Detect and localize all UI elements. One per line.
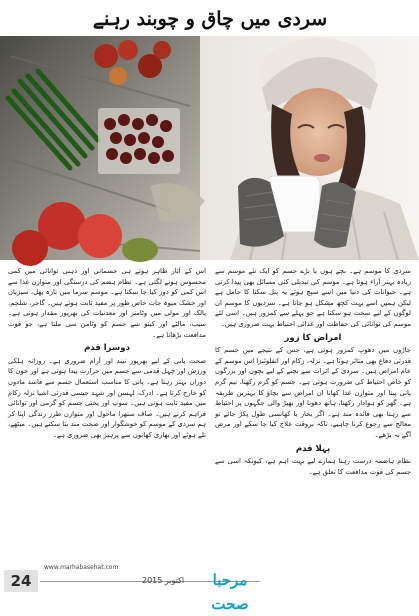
article-photo-illustration: [0, 36, 419, 260]
paragraph: نظام ہاضمہ درست رہنا ہمارے لیے بہت اہم ہے، کیونکہ اسی سے جسم کی قوت مدافعت کا تعلق ہے۔: [215, 457, 411, 476]
page-number: 24: [4, 570, 38, 592]
article-body-right-column: [215, 266, 411, 572]
paragraph: صحت یابی کے لیے بھرپور نیند اور آرام ضروری ہے۔ روزانہ ہلکی ورزش اور چہل قدمی سے جسم میں حرارت پیدا ہوتی ہے اور خون کا دوران بہتر رہتا ہے۔ پانی کا مناسب استعمال جسم سے فاسد مادوں کو خارج کرتا ہے۔ ادرک، لہسن اور شہد جیسی قدرتی اشیا نزلہ زکام میں مفید ثابت ہوتی ہیں۔ سوپ اور یخنی جسم کو گرمی اور توانائی فراہم کرتے ہیں۔ صاف ستھرا ماحول اور متوازن طرز زندگی اپنا کر ہم سردی کے موسم کو خوشگوار اور صحت مند بنا سکتے ہیں۔ میٹھے، تلے ہوئے اور بھاری کھانوں سے پرہیز بھی ضروری ہے۔: [8, 356, 206, 439]
page-footer: [0, 560, 419, 613]
article-title: سردی میں چاق و چوبند رہنے: [92, 8, 328, 30]
website-link[interactable]: www.marhabasehat.com: [44, 564, 119, 571]
section-heading: پہلا قدم: [295, 443, 331, 454]
paragraph: جاڑوں میں دھوپ کمزور ہوتی ہے، جس کے نتیجے میں جسم کا قدرتی دفاع بھی متاثر ہوتا ہے۔ نزلہ، زکام اور انفلوئنزا اس موسم کے عام امراض ہیں۔ سردی کے اثرات سے بچنے کے لیے بچوں اور بزرگوں کو خاص احتیاط کی ضرورت ہوتی ہے۔ جسم کو گرم رکھنا، نیم گرم پانی پینا اور متوازن غذا کھانا ان امراض سے بچاؤ کا بہترین طریقہ ہے۔ گھر کو ہوادار رکھنا، ہاتھ دھونا اور بھیڑ والی جگہوں پر احتیاط سے رہنا بھی فائدہ مند ہے۔ اگر بخار یا کھانسی طول پکڑ جائے تو معالج سے رجوع کرنا چاہیے، تاکہ بروقت علاج کیا جا سکے اور مرض آگے نہ بڑھے۔: [215, 346, 411, 439]
paragraph: اس کے آثار ظاہر ہوتے ہی جسمانی اور ذہنی توانائی میں کمی محسوس ہونے لگتی ہے۔ نظام ہضم کی درستگی اور متوازن غذا سے اس کمی کو دور کیا جا سکتا ہے۔ موسم سرما میں تازہ پھل، سبزیاں اور خشک میوہ جات خاص طور پر مفید ثابت ہوتے ہیں۔ گاجر، شلجم، پالک اور مولی میں وٹامنز اور معدنیات کی بھرپور مقدار ہوتی ہے۔ سیب، مالٹے اور کینو سے جسم کو وٹامن سی ملتا ہے، جو قوت مدافعت بڑھاتا ہے۔: [8, 267, 206, 339]
magazine-logo: مرحبا صحت: [211, 571, 249, 613]
paragraph: سردی کا موسم ہے۔ بچے ہوں یا بڑے جسم کو ایک نئے موسم سے زیادہ بہتر آراء ہوتا ہے۔ موسم کی تبدیلی کئی مسائل بھی پیدا کرتی ہے۔ حیوانات کی دنیا میں اسے سپچ ہوتے یہ پتل سکتا کا حامل ہے لیکن ہمیں اسے بہت کچھ مشکل ہو جاتا ہے۔ سردیوں کا موسم ان لوگوں کے لیے سخت ہو سکتا ہے جو پہلے سے کمزور ہیں۔ اسی لئے موسم کی توانائی کی حفاظت اور غذائی احتیاط بہت ضروری ہیں۔: [215, 267, 411, 328]
issue-date: اکتوبر 2015: [142, 576, 185, 585]
section-heading: دوسرا قدم: [84, 343, 130, 354]
article-photo: [0, 36, 419, 260]
article-body-left-column: [8, 266, 206, 558]
section-heading: امراض کا زور: [284, 332, 342, 343]
